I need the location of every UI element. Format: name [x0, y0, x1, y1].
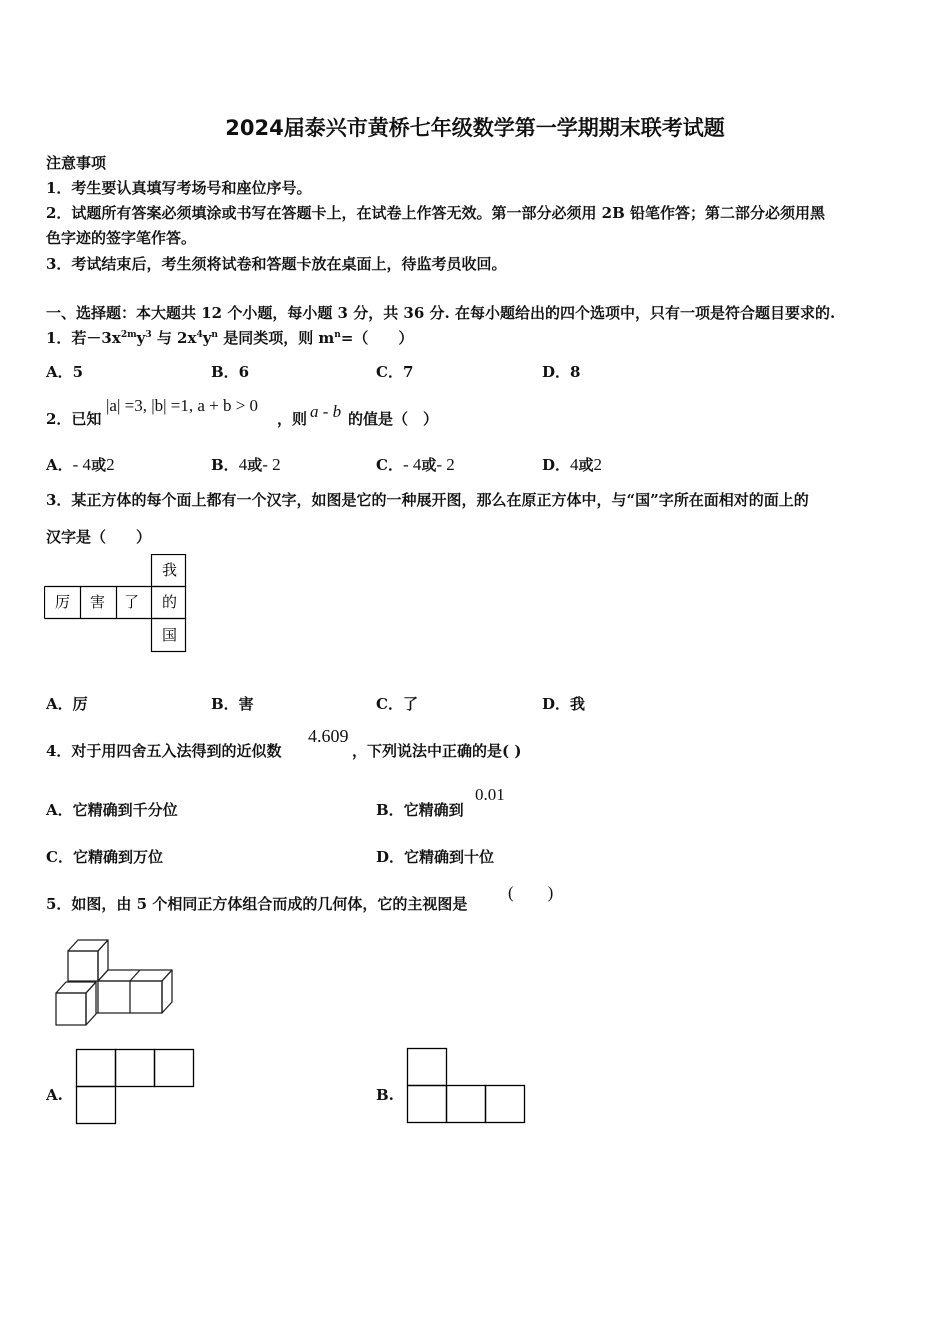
q5-option-b-figure: [406, 1047, 528, 1127]
q4-prefix: 4．对于用四舍五入法得到的近似数: [46, 742, 282, 760]
q4-option-a: A．它精确到千分位: [46, 801, 178, 819]
notice-item-3: 3．考试结束后，考生须将试卷和答题卡放在桌面上，待监考员收回。: [46, 255, 507, 273]
section-heading: 一、选择题：本大题共 12 个小题，每小题 3 分，共 36 分. 在每小题给出的四个选项中，只有一项是符合题目要求的.: [46, 304, 836, 322]
q4-number: 4.609: [308, 726, 349, 746]
net-cell-guo: 国: [162, 626, 178, 644]
q2-suffix: 的值是（ ）: [348, 410, 439, 428]
q3-option-b: B．害: [211, 695, 254, 713]
q4-option-b-number: 0.01: [475, 785, 505, 804]
q2-option-b: B．4或- 2: [211, 455, 281, 474]
q3-line-2: 汉字是（ ）: [46, 528, 152, 546]
q4-option-b: B．它精确到: [376, 801, 464, 819]
q2-expression: a - b: [310, 402, 342, 421]
q1-option-c: C．7: [376, 363, 414, 381]
q4-option-c: C．它精确到万位: [46, 848, 163, 866]
q1-option-a: A．5: [46, 363, 84, 381]
cube-solid-figure: [54, 937, 176, 1029]
q3-option-c: C．了: [376, 695, 418, 713]
q1-option-d: D．8: [542, 363, 581, 381]
q2-option-c: C．- 4或- 2: [376, 455, 455, 474]
q5-paren: ( ): [508, 883, 554, 902]
notice-item-2: 2．试题所有答案必须填涂或书写在答题卡上，在试卷上作答无效。第一部分必须用 2B 铅笔作答；第二部分必须用黑: [46, 204, 826, 222]
net-cell-le: 了: [124, 593, 140, 611]
q4-option-d: D．它精确到十位: [376, 848, 495, 866]
notice-heading: 注意事项: [46, 154, 107, 172]
q3-option-a: A．厉: [46, 695, 88, 713]
net-cell-wo: 我: [162, 561, 178, 579]
q5-option-b-label: B.: [376, 1086, 394, 1104]
q3-option-d: D．我: [542, 695, 586, 713]
q5-option-a-label: A.: [46, 1086, 63, 1104]
question-1: 1．若$-3x^{2m}y^3$ 与 $2x^4y^n$ 是同类项，则 $m^n=$（ ）: [46, 329, 414, 347]
page-title: 2024届泰兴市黄桥七年级数学第一学期期末联考试题: [225, 116, 725, 140]
net-cell-de: 的: [162, 593, 178, 611]
net-cell-li: 厉: [55, 593, 71, 611]
q2-prefix: 2．已知: [46, 410, 102, 428]
q2-condition: |a| =3, |b| =1, a + b > 0: [106, 396, 259, 415]
q5-text: 5．如图，由 5 个相同正方体组合而成的几何体，它的主视图是: [46, 895, 468, 913]
q2-mid: ，则: [277, 410, 308, 428]
q2-option-a: A．- 4或2: [46, 455, 115, 474]
cube-net-figure: [44, 554, 188, 654]
net-cell-hai: 害: [90, 593, 106, 611]
q4-suffix: ，下列说法中正确的是( ): [352, 742, 522, 760]
q1-option-b: B．6: [211, 363, 250, 381]
q2-option-d: D．4或2: [542, 455, 603, 474]
q3-line-1: 3．某正方体的每个面上都有一个汉字，如图是它的一种展开图，那么在原正方体中，与“国”字所在面相对的面上的: [46, 491, 809, 509]
notice-item-2-cont: 色字迹的签字笔作答。: [46, 229, 197, 247]
q5-option-a-figure: [75, 1048, 197, 1128]
notice-item-1: 1．考生要认真填写考场号和座位序号。: [46, 179, 312, 197]
